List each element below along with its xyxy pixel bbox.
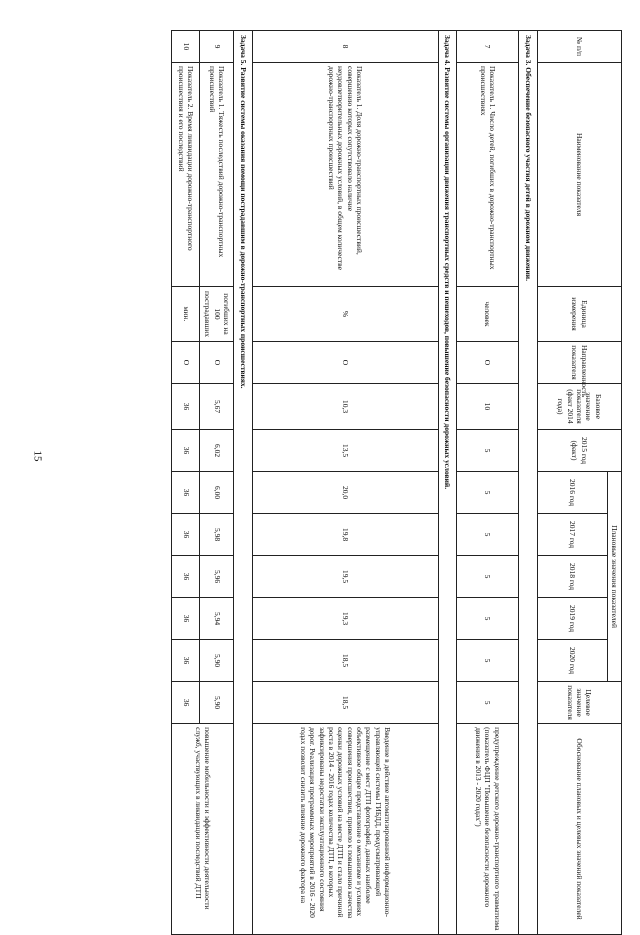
header-row-1	[607, 31, 621, 935]
row-target: 36	[172, 682, 200, 724]
row-2015: 5	[457, 430, 519, 472]
row-num: 9	[200, 31, 234, 63]
row-base: 10	[457, 384, 519, 430]
header-2015: 2015 год (факт)	[537, 430, 621, 472]
task-3-title: Задача 3. Обеспечение безопасного участия детей в дорожном движении.	[519, 31, 537, 935]
row-justification: предупреждение детского дорожно-транспортного травматизма (показатель ФЦП "Повышение безопасности дорожного движения в 2013 - 2020 годах")	[457, 724, 519, 935]
row-justification: Введение в действие автоматизированной информационно-управляющей системы ГИБДД, предусматривающей размещение с мест ДТП фотографий, данных наиболее объективное общее представление о механизме и условиях совершения происшествия, привело к повышению качества оценки дорожных условий на месте ДТП и стало причиной роста в 2014 - 2016 годах количества ДТП, в которых зафиксированы недостатки эксплуатационного состояния дорог. Реализация программных мероприятий в 2016 - 2020 годах позволит снизить влияние дорожного фактора на	[252, 724, 438, 935]
row-unit: погибших на 100 пострадавших	[200, 287, 234, 342]
header-target: Целевое значение показателя	[537, 682, 621, 724]
row-target: 18,5	[252, 682, 438, 724]
row-2018: 5,96	[200, 556, 234, 598]
table-row	[252, 31, 438, 935]
row-target: 5	[457, 682, 519, 724]
row-2020: 5	[457, 640, 519, 682]
header-2019: 2019 год	[537, 598, 607, 640]
task-row	[234, 31, 252, 935]
table-row	[457, 31, 519, 935]
header-justification: Обоснование плановых и целевых значений показателей	[537, 724, 621, 935]
rotated-table-container	[42, 30, 622, 931]
header-2017: 2017 год	[537, 514, 607, 556]
task-4-title: Задача 4. Развитие системы организации движения транспортных средств и пешеходов, повышение безопасности дорожных условий.	[438, 31, 456, 935]
row-2017: 5	[457, 514, 519, 556]
row-direction: О	[457, 342, 519, 384]
row-2020: 18,5	[252, 640, 438, 682]
row-direction: О	[172, 342, 200, 384]
indicators-table	[172, 30, 623, 935]
page-number: 15	[31, 450, 44, 462]
row-2015: 6,02	[200, 430, 234, 472]
row-justification: повышение мобильности и эффективности деятельности служб, участвующих в ликвидации последствий ДТП	[172, 724, 234, 935]
row-2020: 5,90	[200, 640, 234, 682]
table-row	[200, 31, 234, 935]
row-2017: 19,8	[252, 514, 438, 556]
row-2016: 20,0	[252, 472, 438, 514]
row-direction: О	[200, 342, 234, 384]
row-2018: 36	[172, 556, 200, 598]
row-base: 10,3	[252, 384, 438, 430]
header-plan-group: Плановые значения показателей	[607, 472, 621, 682]
row-name: Показатель 2. Время ликвидации дорожно-транспортного происшествия и его последствий	[172, 63, 200, 287]
row-unit: мин.	[172, 287, 200, 342]
row-2018: 19,5	[252, 556, 438, 598]
row-num: 7	[457, 31, 519, 63]
row-2015: 36	[172, 430, 200, 472]
row-2019: 36	[172, 598, 200, 640]
row-name: Показатель 1. Доля дорожно-транспортных происшествий, совершению которых сопутствовало наличие неудовлетворительных дорожных условий, в общем количестве дорожно-транспортных происшествий	[252, 63, 438, 287]
task-5-title: Задача 5. Развитие системы оказания помощи пострадавшим в дорожно-транспортных происшествиях.	[234, 31, 252, 935]
row-base: 36	[172, 384, 200, 430]
header-2016: 2016 год	[537, 472, 607, 514]
row-unit: человек	[457, 287, 519, 342]
header-2020: 2020 год	[537, 640, 607, 682]
row-2019: 5,94	[200, 598, 234, 640]
header-name: Наименование показателя	[537, 63, 621, 287]
row-2016: 5	[457, 472, 519, 514]
row-2017: 5,98	[200, 514, 234, 556]
row-target: 5,90	[200, 682, 234, 724]
row-2018: 5	[457, 556, 519, 598]
row-2016: 6,00	[200, 472, 234, 514]
row-direction: О	[252, 342, 438, 384]
row-2015: 13,5	[252, 430, 438, 472]
header-base: Базовое значение показателя (факт 2014 года)	[537, 384, 621, 430]
row-2019: 5	[457, 598, 519, 640]
row-num: 8	[252, 31, 438, 63]
row-unit: %	[252, 287, 438, 342]
row-2017: 36	[172, 514, 200, 556]
row-name: Показатель 1. Число детей, погибших в дорожно-транспортных происшествиях	[457, 63, 519, 287]
header-num: № п/п	[537, 31, 621, 63]
header-unit: Единица измерения	[537, 287, 621, 342]
header-2018: 2018 год	[537, 556, 607, 598]
task-row	[519, 31, 537, 935]
row-base: 5,67	[200, 384, 234, 430]
row-2020: 36	[172, 640, 200, 682]
row-2019: 19,3	[252, 598, 438, 640]
row-2016: 36	[172, 472, 200, 514]
row-num: 10	[172, 31, 200, 63]
task-row	[438, 31, 456, 935]
row-name: Показатель 1. Тяжесть последствий дорожно-транспортных происшествий	[200, 63, 234, 287]
header-direction: Направленность показателя	[537, 342, 621, 384]
